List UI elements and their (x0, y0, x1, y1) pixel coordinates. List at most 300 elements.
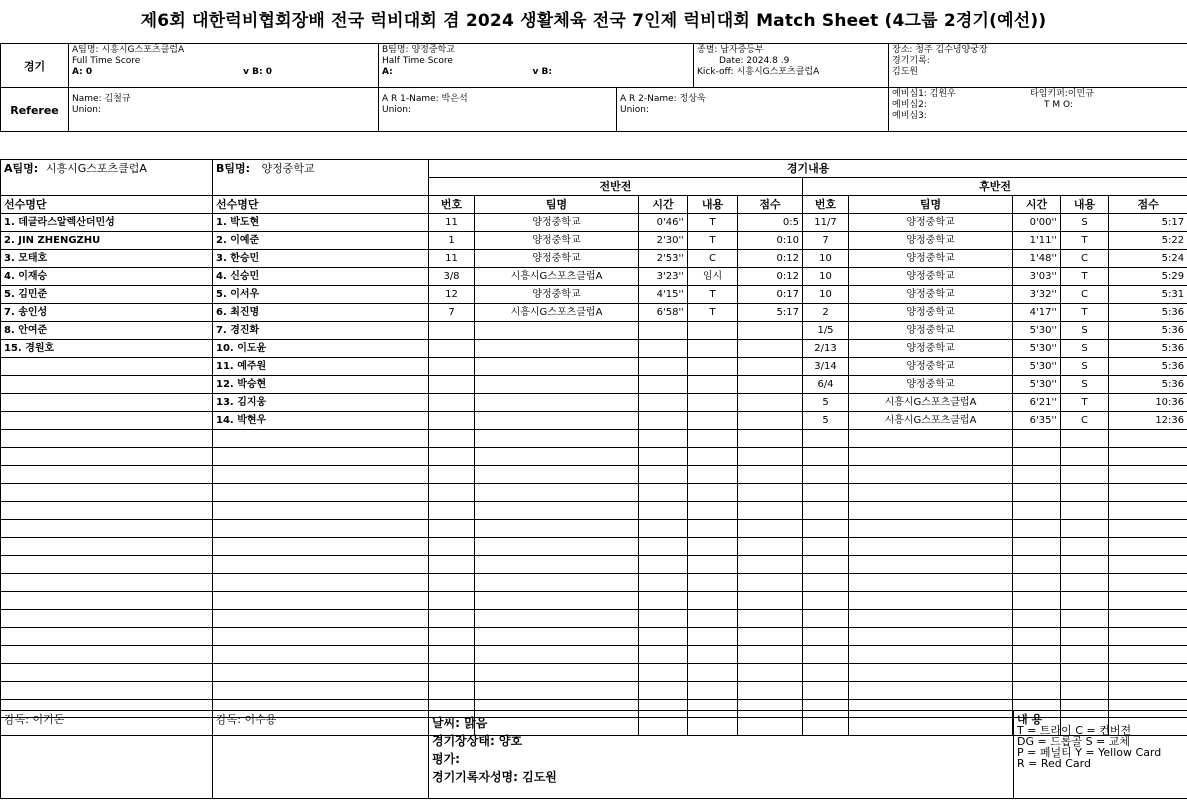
first-half-team: 양정중학교 (475, 249, 639, 267)
team-b-player: 2. 이예준 (213, 231, 429, 249)
second-half-team (849, 663, 1013, 681)
second-half-team: 양정중학교 (849, 231, 1013, 249)
ft-score-a: A: 0 (72, 67, 93, 77)
reserve-cell (889, 88, 1187, 132)
first-half-team: 시흥시G스포츠클럽A (475, 303, 639, 321)
table-row (1, 447, 1187, 465)
first-half-team (475, 321, 639, 339)
team-a-player: 3. 모태호 (1, 249, 213, 267)
table-row (1, 213, 1187, 231)
second-half-type (1061, 537, 1109, 555)
first-half-number (429, 681, 475, 699)
first-half-type (688, 573, 738, 591)
second-half-score: 5:31 (1109, 285, 1187, 303)
first-half-col-score: 점수 (738, 195, 803, 213)
first-half-team (475, 483, 639, 501)
first-half-type (688, 465, 738, 483)
second-half-team (849, 447, 1013, 465)
first-half-score: 0:12 (738, 249, 803, 267)
second-half-number: 5 (803, 393, 849, 411)
first-half-number (429, 519, 475, 537)
first-half-number (429, 429, 475, 447)
first-half-team (475, 375, 639, 393)
first-half-team: 양정중학교 (475, 213, 639, 231)
team-b-player (213, 447, 429, 465)
first-half-team: 양정중학교 (475, 231, 639, 249)
team-b-player (213, 501, 429, 519)
second-half-score: 12:36 (1109, 411, 1187, 429)
team-a-player: 2. JIN ZHENGZHU (1, 231, 213, 249)
team-a-player (1, 411, 213, 429)
team-a-heading: A팀명: 시흥시G스포츠클럽A (1, 160, 213, 178)
second-half-type: S (1061, 357, 1109, 375)
recorder-signature: 경기기록자성명: 김도원 (432, 770, 557, 784)
second-half-number: 5 (803, 411, 849, 429)
first-half-col-team: 팀명 (475, 195, 639, 213)
team-a-player (1, 609, 213, 627)
legend-line-4: R = Red Card (1017, 757, 1091, 770)
second-half-time: 5'30'' (1013, 375, 1061, 393)
table-row (1, 267, 1187, 285)
coach-b: 감독: 이수용 (213, 711, 429, 799)
second-half-score (1109, 627, 1187, 645)
first-half-time (639, 627, 688, 645)
second-half-type (1061, 429, 1109, 447)
second-half-score (1109, 555, 1187, 573)
match-date: Date: 2024.8 .9 (719, 56, 790, 66)
team-b-player: 6. 최진명 (213, 303, 429, 321)
second-half-time: 3'03'' (1013, 267, 1061, 285)
second-half-score (1109, 483, 1187, 501)
first-half-number (429, 609, 475, 627)
second-half-number (803, 483, 849, 501)
first-half-type (688, 483, 738, 501)
team-b-heading: B팀명: 양정중학교 (213, 160, 429, 178)
first-half-time (639, 483, 688, 501)
team-b-player (213, 627, 429, 645)
second-half-team (849, 519, 1013, 537)
team-a-player: 1. 데글라스알렉산더민성 (1, 213, 213, 231)
ar2-name: A R 2-Name: 정상욱 (620, 94, 706, 104)
second-half-type: S (1061, 375, 1109, 393)
second-half-score: 5:24 (1109, 249, 1187, 267)
second-half-time: 5'30'' (1013, 321, 1061, 339)
first-half-time (639, 429, 688, 447)
second-half-col-team: 팀명 (849, 195, 1013, 213)
second-half-time (1013, 537, 1061, 555)
second-half-type: S (1061, 339, 1109, 357)
second-half-time (1013, 663, 1061, 681)
second-half-number (803, 591, 849, 609)
team-a-cell (69, 44, 379, 88)
first-half-team (475, 447, 639, 465)
second-half-type: T (1061, 393, 1109, 411)
first-half-number (429, 393, 475, 411)
second-half-score (1109, 645, 1187, 663)
game-label: 경기 (1, 44, 69, 88)
category-cell (694, 44, 889, 88)
reserve-referee-1: 예비심1: 김원우 (892, 89, 956, 99)
second-half-number (803, 447, 849, 465)
first-half-score (738, 429, 803, 447)
first-half-type (688, 321, 738, 339)
table-row (1, 681, 1187, 699)
table-row (1, 321, 1187, 339)
first-half-time (639, 447, 688, 465)
second-half-time (1013, 573, 1061, 591)
second-half-team (849, 681, 1013, 699)
first-half-type (688, 663, 738, 681)
team-a-player: 7. 송인성 (1, 303, 213, 321)
second-half-score (1109, 609, 1187, 627)
first-half-score: 0:5 (738, 213, 803, 231)
second-half-team (849, 627, 1013, 645)
team-a-player: 5. 김민준 (1, 285, 213, 303)
second-half-score (1109, 519, 1187, 537)
first-half-type (688, 519, 738, 537)
team-b-player (213, 429, 429, 447)
legend-line-2: DG = 드롭골 S = 교체 (1017, 735, 1131, 748)
tmo: T M O: (1044, 100, 1073, 110)
legend-line-3: P = 페널티 Y = Yellow Card (1017, 746, 1162, 759)
first-half-number (429, 591, 475, 609)
team-b-player (213, 483, 429, 501)
first-half-type (688, 555, 738, 573)
team-b-player: 10. 이도윤 (213, 339, 429, 357)
team-a-player (1, 357, 213, 375)
ar2-cell (617, 88, 889, 132)
second-half-score: 5:36 (1109, 339, 1187, 357)
first-half-time: 2'30'' (639, 231, 688, 249)
team-b-player: 14. 박현우 (213, 411, 429, 429)
second-half-number (803, 555, 849, 573)
second-half-time: 5'30'' (1013, 339, 1061, 357)
first-half-number: 12 (429, 285, 475, 303)
team-b-player (213, 519, 429, 537)
full-time-label: Full Time Score (72, 56, 141, 66)
second-half-time (1013, 519, 1061, 537)
second-half-number (803, 519, 849, 537)
ar1-name: A R 1-Name: 박은석 (382, 94, 468, 104)
second-half-type: C (1061, 411, 1109, 429)
team-a-name: A팀명: 시흥시G스포츠클럽A (72, 45, 185, 55)
second-half-score (1109, 537, 1187, 555)
first-half-number: 3/8 (429, 267, 475, 285)
second-half-number: 10 (803, 285, 849, 303)
first-half-time (639, 357, 688, 375)
first-half-type (688, 591, 738, 609)
first-half-team: 양정중학교 (475, 285, 639, 303)
second-half-type (1061, 609, 1109, 627)
second-half-team: 시흥시G스포츠클럽A (849, 393, 1013, 411)
second-half-score: 5:17 (1109, 213, 1187, 231)
first-half-score (738, 321, 803, 339)
first-half-col-number: 번호 (429, 195, 475, 213)
team-b-player: 11. 예주원 (213, 357, 429, 375)
second-half-time (1013, 501, 1061, 519)
reserve-referee-2: 예비심2: (892, 100, 927, 110)
second-half-number: 10 (803, 267, 849, 285)
second-half-score (1109, 429, 1187, 447)
evaluation: 평가: (432, 752, 460, 766)
second-half-time: 0'00'' (1013, 213, 1061, 231)
first-half-score (738, 573, 803, 591)
second-half-number: 10 (803, 249, 849, 267)
second-half-team (849, 537, 1013, 555)
second-half-score (1109, 447, 1187, 465)
team-b-player (213, 573, 429, 591)
ht-score-b: v B: (532, 67, 552, 77)
legend-line-1: T = 트라이 C = 컨버젼 (1017, 724, 1132, 737)
team-a-player (1, 375, 213, 393)
second-half-score (1109, 663, 1187, 681)
second-half-number: 2 (803, 303, 849, 321)
second-half-time (1013, 627, 1061, 645)
table-row (1, 339, 1187, 357)
second-half-type: C (1061, 285, 1109, 303)
team-b-player (213, 645, 429, 663)
first-half-type (688, 537, 738, 555)
second-half-number (803, 465, 849, 483)
first-half-team (475, 393, 639, 411)
second-half-team: 시흥시G스포츠클럽A (849, 411, 1013, 429)
first-half-type (688, 339, 738, 357)
second-half-number: 1/5 (803, 321, 849, 339)
first-half-type (688, 501, 738, 519)
second-half-number (803, 627, 849, 645)
second-half-number: 3/14 (803, 357, 849, 375)
table-row (1, 645, 1187, 663)
first-half-score (738, 627, 803, 645)
second-half-type (1061, 681, 1109, 699)
table-row (1, 249, 1187, 267)
second-half-time (1013, 447, 1061, 465)
second-half-number: 2/13 (803, 339, 849, 357)
first-half-team (475, 519, 639, 537)
table-row (1, 465, 1187, 483)
second-half-type: S (1061, 213, 1109, 231)
first-half-score: 0:10 (738, 231, 803, 249)
second-half-team (849, 429, 1013, 447)
first-half-type: T (688, 213, 738, 231)
first-half-team (475, 339, 639, 357)
team-a-player (1, 483, 213, 501)
second-half-score: 5:36 (1109, 375, 1187, 393)
first-half-score (738, 663, 803, 681)
second-half-score: 10:36 (1109, 393, 1187, 411)
second-half-type (1061, 573, 1109, 591)
first-half-team: 시흥시G스포츠클럽A (475, 267, 639, 285)
team-b-player (213, 537, 429, 555)
second-half-number (803, 501, 849, 519)
team-a-player: 8. 안여준 (1, 321, 213, 339)
first-half-score (738, 645, 803, 663)
team-b-player (213, 681, 429, 699)
table-row (1, 429, 1187, 447)
first-half-time (639, 519, 688, 537)
first-half-number (429, 663, 475, 681)
second-half-team (849, 465, 1013, 483)
second-half-col-time: 시간 (1013, 195, 1061, 213)
team-a-player (1, 645, 213, 663)
second-half-number (803, 429, 849, 447)
second-half-col-type: 내용 (1061, 195, 1109, 213)
second-half-score: 5:36 (1109, 357, 1187, 375)
first-half-number (429, 447, 475, 465)
first-half-number (429, 573, 475, 591)
second-half-time: 5'30'' (1013, 357, 1061, 375)
footer-table (0, 710, 1187, 799)
first-half-score (738, 483, 803, 501)
second-half-type (1061, 501, 1109, 519)
first-half-time (639, 591, 688, 609)
first-half-score (738, 465, 803, 483)
table-row (1, 501, 1187, 519)
first-half-type: C (688, 249, 738, 267)
first-half-score (738, 609, 803, 627)
team-b-player (213, 609, 429, 627)
sheet-title: 제6회 대한럭비협회장배 전국 럭비대회 겸 2024 생활체육 전국 7인제 럭비대회 Match Sheet (4그룹 2경기(예선)) (140, 11, 1047, 31)
category: 종별: 남자중등부 (697, 45, 764, 55)
team-b-player (213, 591, 429, 609)
second-half-type (1061, 519, 1109, 537)
first-half-type: T (688, 285, 738, 303)
second-half-type (1061, 555, 1109, 573)
match-header-table (0, 43, 1187, 132)
second-half-type: S (1061, 321, 1109, 339)
team-b-player (213, 555, 429, 573)
second-half-number (803, 681, 849, 699)
team-a-player (1, 681, 213, 699)
first-half-score (738, 681, 803, 699)
second-half-number: 7 (803, 231, 849, 249)
second-half-number (803, 645, 849, 663)
table-row (1, 285, 1187, 303)
first-half-type (688, 645, 738, 663)
first-half-number (429, 465, 475, 483)
first-half-number (429, 321, 475, 339)
first-half-number (429, 483, 475, 501)
table-row (1, 375, 1187, 393)
second-half-number (803, 573, 849, 591)
first-half-team (475, 357, 639, 375)
second-half-team (849, 591, 1013, 609)
second-half-score (1109, 573, 1187, 591)
second-half-time: 3'32'' (1013, 285, 1061, 303)
table-row (1, 537, 1187, 555)
first-half-type: T (688, 303, 738, 321)
first-half-number (429, 627, 475, 645)
first-half-team (475, 465, 639, 483)
first-half-time: 3'23'' (639, 267, 688, 285)
team-b-player: 5. 이서우 (213, 285, 429, 303)
team-a-player (1, 447, 213, 465)
second-half-team: 양정중학교 (849, 357, 1013, 375)
first-half-type (688, 411, 738, 429)
first-half-score (738, 393, 803, 411)
first-half-type (688, 393, 738, 411)
referee-name: Name: 김철규 (72, 94, 131, 104)
second-half-number: 6/4 (803, 375, 849, 393)
first-half-time (639, 537, 688, 555)
team-b-player: 7. 경진화 (213, 321, 429, 339)
first-half-score (738, 339, 803, 357)
second-half-type (1061, 591, 1109, 609)
second-half-team: 양정중학교 (849, 303, 1013, 321)
second-half-score (1109, 501, 1187, 519)
second-half-time (1013, 429, 1061, 447)
conditions-cell (429, 711, 1014, 799)
second-half-type: T (1061, 231, 1109, 249)
second-half-number: 11/7 (803, 213, 849, 231)
first-half-col-type: 내용 (688, 195, 738, 213)
second-half-team: 양정중학교 (849, 339, 1013, 357)
first-half-number (429, 357, 475, 375)
table-row (1, 519, 1187, 537)
first-half-score (738, 501, 803, 519)
second-half-team (849, 609, 1013, 627)
second-half-time (1013, 465, 1061, 483)
second-half-team: 양정중학교 (849, 249, 1013, 267)
first-half-score (738, 555, 803, 573)
first-half-type (688, 375, 738, 393)
team-b-player: 4. 신승민 (213, 267, 429, 285)
first-half-type (688, 429, 738, 447)
first-half-score: 0:17 (738, 285, 803, 303)
second-half-time (1013, 681, 1061, 699)
second-half-time: 1'11'' (1013, 231, 1061, 249)
weather: 날씨: 맑음 (432, 716, 488, 730)
first-half-team (475, 645, 639, 663)
second-half-time (1013, 483, 1061, 501)
table-row (1, 411, 1187, 429)
first-half-time (639, 681, 688, 699)
first-half-time (639, 411, 688, 429)
first-half-type (688, 627, 738, 645)
first-half-time (639, 645, 688, 663)
second-half-team (849, 483, 1013, 501)
second-half-number (803, 609, 849, 627)
first-half-time (639, 555, 688, 573)
second-half-time (1013, 609, 1061, 627)
kickoff: Kick-off: 시흥시G스포츠클럽A (697, 67, 820, 77)
table-row (1, 231, 1187, 249)
team-b-player: 1. 박도현 (213, 213, 429, 231)
timekeeper: 타임키퍼:이민규 (1030, 89, 1094, 99)
first-half-number: 11 (429, 249, 475, 267)
content-heading: 경기내용 (429, 160, 1187, 178)
team-b-cell (379, 44, 694, 88)
team-b-player: 12. 박승현 (213, 375, 429, 393)
second-half-team: 양정중학교 (849, 213, 1013, 231)
team-a-player (1, 465, 213, 483)
first-half-number (429, 537, 475, 555)
second-half-number (803, 663, 849, 681)
ft-score-b: v B: 0 (243, 67, 272, 77)
second-half-team: 양정중학교 (849, 267, 1013, 285)
team-b-name: B팀명: 양정중학교 (382, 45, 455, 55)
first-half-type: T (688, 231, 738, 249)
roster-heading-a: 선수명단 (1, 195, 213, 213)
second-half-team (849, 555, 1013, 573)
first-half-score: 0:12 (738, 267, 803, 285)
first-half-time: 4'15'' (639, 285, 688, 303)
first-half-time (639, 609, 688, 627)
roster-heading-b: 선수명단 (213, 195, 429, 213)
first-half-number (429, 501, 475, 519)
first-half-score (738, 591, 803, 609)
ar1-union: Union: (382, 105, 412, 115)
